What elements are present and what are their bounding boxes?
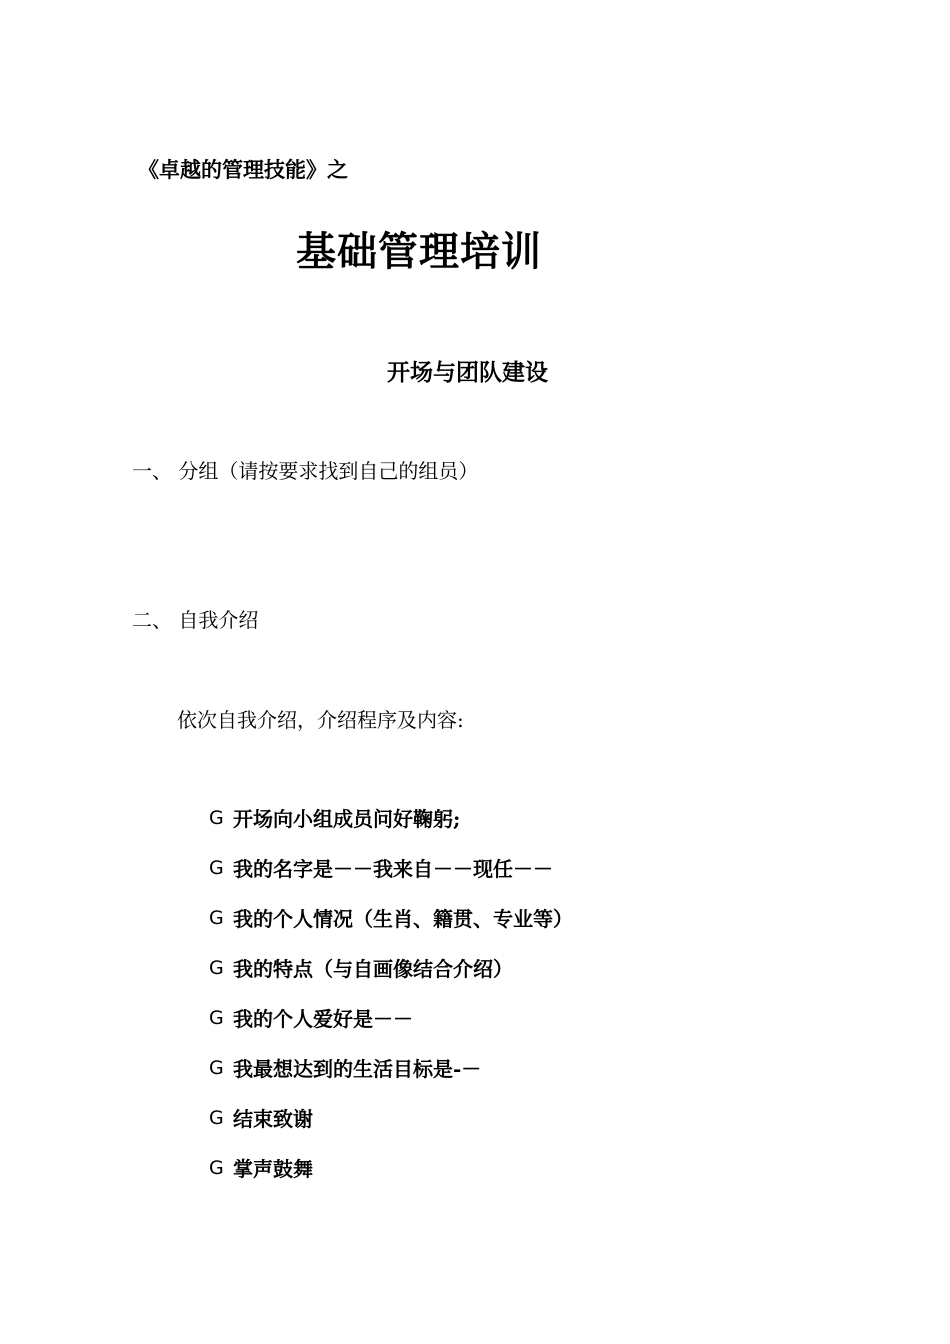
main-title: 基础管理培训	[296, 228, 542, 275]
bullet-text: 我的名字是－－我来自－－现任－－	[233, 857, 553, 881]
item-heading-self-intro: 二、 自我介绍	[132, 608, 259, 632]
list-item	[209, 808, 573, 858]
list-item	[209, 1058, 573, 1108]
bullet-text: 我的特点（与自画像结合介绍）	[233, 957, 513, 981]
list-item	[209, 1158, 573, 1208]
list-item	[209, 1008, 573, 1058]
bullet-text: 掌声鼓舞	[233, 1157, 313, 1181]
bullet-list	[209, 808, 573, 1208]
bullet-text: 我的个人情况（生肖、籍贯、专业等）	[233, 907, 573, 931]
bullet-icon: G	[209, 1007, 224, 1029]
list-item	[209, 858, 573, 908]
bullet-icon: G	[209, 957, 224, 979]
bullet-text: 开场向小组成员问好鞠躬;	[233, 807, 461, 831]
intro-text: 依次自我介绍，介绍程序及内容:	[177, 708, 464, 732]
list-item	[209, 908, 573, 958]
bullet-icon: G	[209, 857, 224, 879]
list-item	[209, 958, 573, 1008]
bullet-text: 我的个人爱好是－－	[233, 1007, 413, 1031]
bullet-icon: G	[209, 807, 224, 829]
bullet-icon: G	[209, 907, 224, 929]
bullet-icon: G	[209, 1107, 224, 1129]
series-title: 《卓越的管理技能》之	[138, 157, 348, 182]
bullet-icon: G	[209, 1057, 224, 1079]
item-heading-grouping: 一、 分组（请按要求找到自己的组员）	[132, 459, 479, 483]
section-heading: 开场与团队建设	[387, 359, 548, 386]
bullet-text: 我最想达到的生活目标是-－	[233, 1057, 482, 1081]
bullet-text: 结束致谢	[233, 1107, 313, 1131]
bullet-icon: G	[209, 1157, 224, 1179]
list-item	[209, 1108, 573, 1158]
